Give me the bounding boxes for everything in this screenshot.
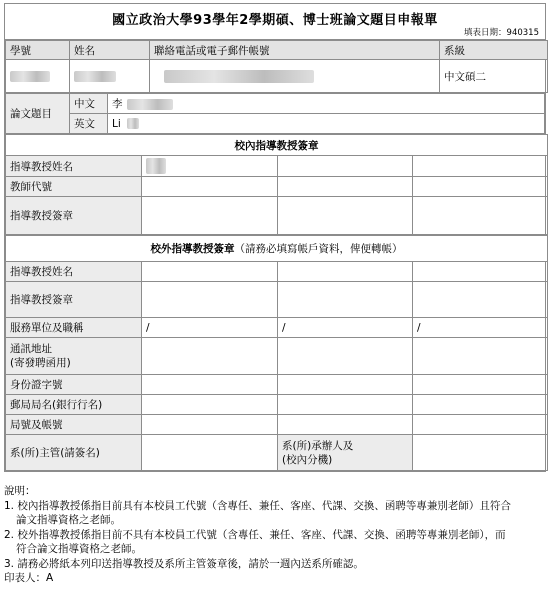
remark-item-1-line1: 1. 校內指導教授係指目前具有本校員工代號（含專任、兼任、客座、代課、交換、函聘等專兼別老師）且符合 xyxy=(4,499,511,512)
thesis-english-row xyxy=(6,114,545,134)
internal-advisor-name-label: 指導教授姓名 xyxy=(6,156,142,177)
address-label-line2: (寄發聘函用) xyxy=(10,357,71,369)
address-label xyxy=(6,338,142,375)
printer-line: 印表人：A xyxy=(4,572,54,584)
external-advisor-name-label: 指導教授姓名 xyxy=(6,262,142,282)
internal-signature-label: 指導教授簽章 xyxy=(6,197,142,235)
fill-date: 填表日期：940315 xyxy=(464,28,539,38)
form-header xyxy=(5,4,545,40)
post-office-label: 郵局局名(銀行行名) xyxy=(6,395,142,415)
student-info-table xyxy=(5,40,548,93)
english-title-cell xyxy=(108,114,545,134)
remarks-heading: 說明： xyxy=(4,485,36,497)
clerk-label-line1: 系(所)承辦人及 xyxy=(282,439,354,452)
unit-title-row xyxy=(6,318,548,338)
redacted-student-id xyxy=(10,71,50,82)
dept-head-label: 系(所)主管(請簽名) xyxy=(6,435,142,471)
student-data-row xyxy=(6,60,548,93)
chinese-title-value: 李 xyxy=(112,98,123,110)
english-title-value: Li xyxy=(112,117,121,130)
internal-advisor-name-cell xyxy=(142,156,278,177)
name-cell xyxy=(70,60,150,93)
internal-signature-cell xyxy=(142,197,278,235)
thesis-title-label: 論文題目 xyxy=(6,94,70,134)
address-label-line1: 通訊地址 xyxy=(10,343,52,355)
teacher-code-row xyxy=(6,177,548,197)
dept-level-header: 系級 xyxy=(440,41,548,60)
internal-section-row xyxy=(6,135,548,156)
internal-signature-row xyxy=(6,197,548,235)
remark-item-3: 3. 請務必將紙本列印送指導教授及系所主管簽章後，請於一週內送系所確認。 xyxy=(4,557,364,570)
external-advisor-table xyxy=(5,235,548,471)
student-header-row xyxy=(6,41,548,60)
clerk-signature-cell xyxy=(413,435,548,471)
teacher-code-label: 教師代號 xyxy=(6,177,142,197)
redacted-name xyxy=(74,71,116,82)
unit-title-slash: / xyxy=(142,318,278,338)
post-office-row xyxy=(6,395,548,415)
contact-cell xyxy=(150,60,440,93)
clerk-label-line2: (校內分機) xyxy=(282,453,333,466)
form-title: 國立政治大學93學年2學期碩、博士班論文題目申報單 xyxy=(112,13,438,28)
clerk-label xyxy=(278,435,413,471)
unit-title-label: 服務單位及職稱 xyxy=(6,318,142,338)
contact-header: 聯絡電話或電子郵件帳號 xyxy=(150,41,440,60)
thesis-application-form xyxy=(4,3,546,472)
student-id-header: 學號 xyxy=(6,41,70,60)
english-label: 英文 xyxy=(70,114,108,134)
external-signature-label: 指導教授簽章 xyxy=(6,282,142,318)
external-section-heading xyxy=(6,236,548,262)
internal-advisor-name-row xyxy=(6,156,548,177)
id-number-label: 身份證字號 xyxy=(6,375,142,395)
remark-item-2-line2: 符合論文指導資格之老師。 xyxy=(16,543,142,555)
account-row xyxy=(6,415,548,435)
external-signature-row xyxy=(6,282,548,318)
thesis-title-table xyxy=(5,93,545,134)
teacher-code-cell xyxy=(142,177,278,197)
remark-item-1-line2: 論文指導資格之老師。 xyxy=(16,514,121,526)
remark-item-2-line1: 2. 校外指導教授係指目前不具有本校員工代號（含專任、兼任、客座、代課、交換、函聘等專兼別老師），而 xyxy=(4,528,506,541)
redacted-advisor-name xyxy=(146,158,166,174)
unit-title-slash: / xyxy=(278,318,413,338)
unit-title-slash: / xyxy=(413,318,548,338)
dept-head-signature-cell xyxy=(142,435,278,471)
name-header: 姓名 xyxy=(70,41,150,60)
address-row xyxy=(6,338,548,375)
id-number-row xyxy=(6,375,548,395)
internal-advisor-table xyxy=(5,134,548,235)
external-section-note: （請務必填寫帳戶資料，俾便轉帳） xyxy=(234,243,403,255)
remarks xyxy=(4,484,546,586)
redacted-chinese-title xyxy=(127,99,173,110)
external-advisor-name-row xyxy=(6,262,548,282)
redacted-contact xyxy=(164,70,314,83)
internal-section-title: 校內指導教授簽章 xyxy=(6,135,548,156)
redacted-english-title xyxy=(127,118,139,129)
external-section-title: 校外指導教授簽章 xyxy=(150,243,235,255)
thesis-chinese-row xyxy=(6,94,545,114)
student-id-cell xyxy=(6,60,70,93)
approval-row xyxy=(6,435,548,471)
account-label: 局號及帳號 xyxy=(6,415,142,435)
chinese-title-cell xyxy=(108,94,545,114)
chinese-label: 中文 xyxy=(70,94,108,114)
dept-level-value: 中文碩二 xyxy=(440,60,548,93)
external-section-row xyxy=(6,236,548,262)
